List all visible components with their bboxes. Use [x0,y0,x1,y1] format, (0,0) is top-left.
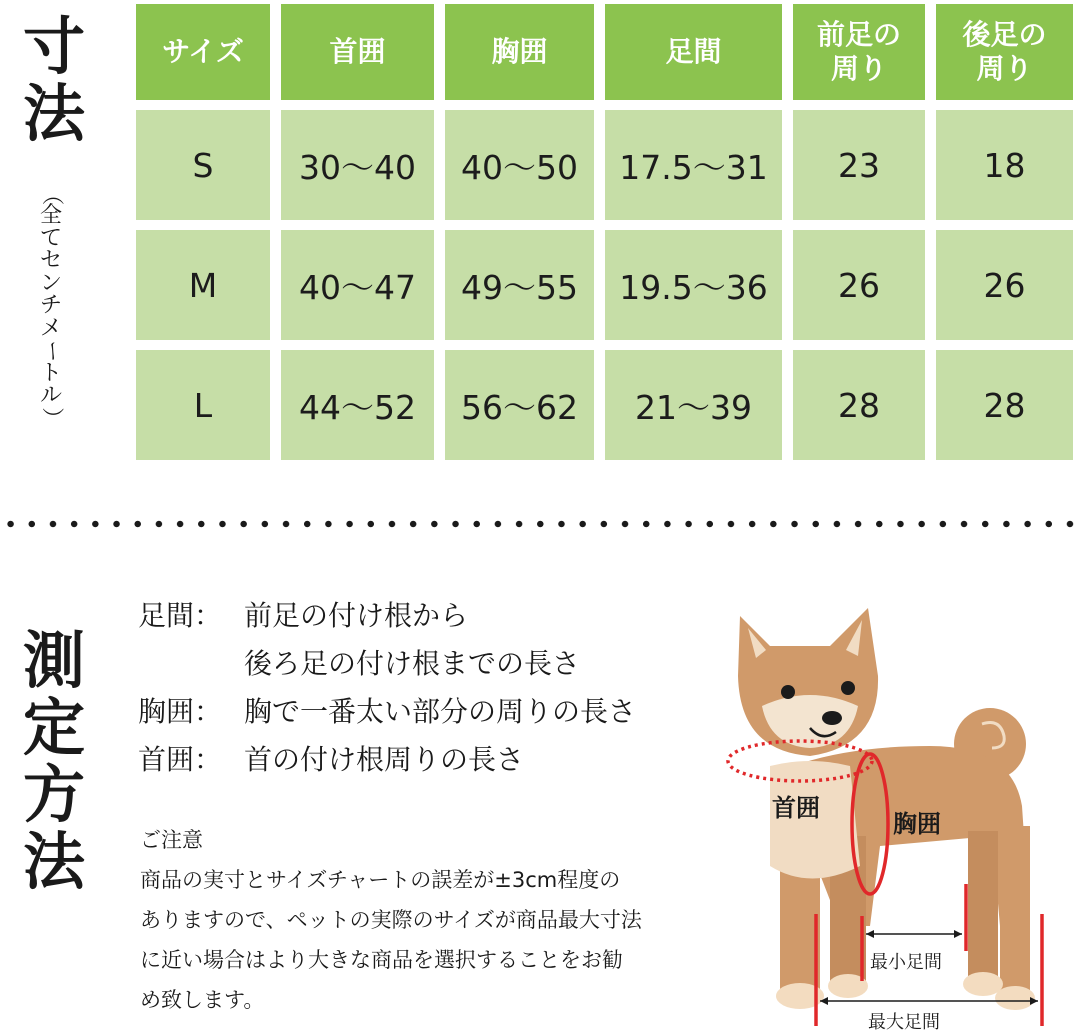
max-leg-gap-label: 最大足間 [868,1012,940,1033]
definition-term: 胸囲： [138,695,223,728]
definition-term: 首囲： [138,743,223,776]
chest-label: 胸囲 [893,810,941,838]
cell-neck: 30〜40 [281,110,434,220]
definition-chest [138,688,636,736]
size-table [136,4,1073,460]
definition-text [244,592,580,688]
definition-line: 胸で一番太い部分の周りの長さ [244,695,637,728]
notice-line: ありますので、ペットの実際のサイズが商品最大寸法 [140,908,642,932]
notice-line: に近い場合はより大きな商品を選択することをお勧 [140,948,623,972]
method-title-char: 法 [22,824,85,898]
unit-note-char: チ [39,293,62,319]
cell-neck: 40〜47 [281,230,434,340]
cell-front-leg: 26 [793,230,925,340]
unit-note-char: ル [39,382,62,408]
unit-note-char: ー [39,340,65,363]
header-back-leg-text: 後足の 周り [962,18,1047,85]
notice-line: め致します。 [140,988,265,1012]
unit-note-char: （ [39,183,65,206]
header-back-leg [936,4,1073,100]
cell-leg-gap: 21〜39 [605,350,782,460]
min-leg-gap-label: 最小足間 [870,952,942,973]
definition-line: 前足の付け根から [244,599,469,632]
unit-note-char: 全 [39,203,62,229]
dog-measurement-diagram [700,596,1070,1032]
header-front-leg-text: 前足の 周り [816,18,901,85]
cell-chest: 40〜50 [445,110,594,220]
header-size: サイズ [136,4,270,100]
cell-size: L [136,350,270,460]
cell-chest: 49〜55 [445,230,594,340]
method-section-title [18,624,90,898]
cell-leg-gap: 17.5〜31 [605,110,782,220]
definition-text [244,688,636,736]
method-title-char: 方 [22,757,85,831]
unit-note-char: セ [39,248,62,274]
unit-note [36,183,66,430]
notice-line: 商品の実寸とサイズチャートの誤差が±3cm程度の [140,868,621,892]
unit-note-char: て [39,225,62,251]
definition-term: 足間： [138,599,223,632]
cell-chest: 56〜62 [445,350,594,460]
unit-note-char: ） [39,407,65,430]
cell-back-leg: 28 [936,350,1073,460]
unit-note-char: ト [39,360,62,386]
header-chest: 胸囲 [445,4,594,100]
size-section-title [18,10,90,150]
measurement-definitions [138,592,636,784]
cell-front-leg: 23 [793,110,925,220]
cell-leg-gap: 19.5〜36 [605,230,782,340]
size-title-char: 法 [22,76,85,150]
dotted-divider [0,518,1080,530]
cell-neck: 44〜52 [281,350,434,460]
definition-text [244,736,524,784]
cell-back-leg: 26 [936,230,1073,340]
neck-label: 首囲 [772,794,820,822]
definition-line: 後ろ足の付け根までの長さ [244,647,581,680]
method-title-char: 測 [22,624,85,697]
unit-note-char: ン [39,270,62,296]
cell-back-leg: 18 [936,110,1073,220]
definition-line: 首の付け根周りの長さ [244,743,525,776]
method-title-char: 定 [22,690,85,764]
unit-note-char: メ [39,315,62,341]
size-title-char: 寸 [22,10,85,83]
notice-title: ご注意 [140,828,203,852]
definition-leg-gap [138,592,636,688]
cell-size: M [136,230,270,340]
notice-block [140,820,700,1020]
definition-neck [138,736,636,784]
header-front-leg [793,4,925,100]
header-leg-gap: 足間 [605,4,782,100]
cell-front-leg: 28 [793,350,925,460]
header-neck: 首囲 [281,4,434,100]
cell-size: S [136,110,270,220]
